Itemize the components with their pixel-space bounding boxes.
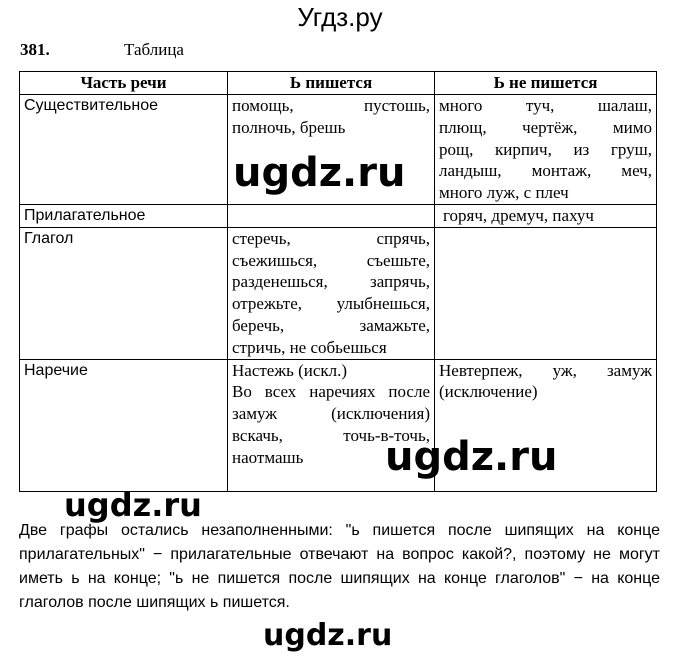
header-with-soft-sign: Ь пишется — [228, 72, 435, 95]
cell-line: Настежь (искл.) — [232, 360, 348, 380]
without-soft-sign-cell — [435, 204, 657, 227]
cell-line: вскачь, точь-в-точь, — [232, 425, 430, 445]
cell-line: наотмашь — [232, 447, 304, 467]
with-soft-sign-cell — [228, 204, 435, 227]
cell-line: много луж, с плеч — [439, 183, 569, 203]
cell-line: полночь, брешь — [232, 117, 346, 137]
cell-line: замуж (исключения) — [232, 404, 430, 424]
cell-line: съежишься, съешьте, — [232, 250, 430, 270]
spelling-table — [19, 71, 657, 492]
without-soft-sign-cell — [435, 227, 657, 359]
table-row — [20, 204, 657, 227]
table-row — [20, 227, 657, 359]
part-of-speech-cell: Существительное — [20, 95, 228, 205]
without-soft-sign-cell — [435, 95, 657, 205]
part-of-speech-cell: Глагол — [20, 227, 228, 359]
cell-line: рощ, кирпич, из груш, — [439, 139, 652, 159]
header-part-of-speech: Часть речи — [20, 72, 228, 95]
cell-line: ландыш, монтаж, меч, — [439, 161, 652, 181]
cell-line: стричь, не собьешься — [232, 337, 387, 357]
cell-line: стеречь, спрячь, — [232, 228, 430, 248]
cell-line: горяч, дремуч, пахуч — [443, 205, 594, 225]
cell-line: Невтерпеж, уж, замуж — [439, 360, 652, 380]
cell-line: много туч, шалаш, — [439, 96, 652, 115]
watermark: ugdz.ru — [385, 434, 558, 480]
watermark: ugdz.ru — [233, 150, 406, 196]
exercise-number: 381. — [20, 40, 50, 59]
cell-line: Во всех наречиях после — [232, 382, 430, 402]
part-of-speech-cell: Прилагательное — [20, 204, 228, 227]
table-row — [20, 359, 657, 491]
with-soft-sign-cell — [228, 227, 435, 359]
cell-line: отрежьте, улыбнешься, — [232, 294, 430, 314]
cell-line: беречь, замажьте, — [232, 315, 430, 335]
cell-line: помощь, пустошь, — [232, 96, 430, 115]
site-title: Угдз.ру — [297, 2, 383, 32]
cell-line: плющ, чертёж, мимо — [439, 117, 652, 137]
watermark: ugdz.ru — [263, 618, 393, 653]
cell-line: разденешься, запрячь, — [232, 272, 430, 292]
exercise-title: Таблица — [124, 40, 184, 59]
header-without-soft-sign: Ь не пишется — [435, 72, 657, 95]
conclusion-text: Две графы остались незаполненными: "ь пишется после шипящих на конце прилагательных" − прилагательные отвечают на вопрос какой?, поэтому не могут иметь ь на конце; "ь не пишется после шипящих на конце глаголов" − на конце глаголов после шипящих ь пишется. — [19, 522, 660, 611]
watermark: ugdz.ru — [64, 486, 202, 524]
part-of-speech-cell: Наречие — [20, 359, 228, 491]
cell-line: (исключение) — [439, 382, 538, 402]
table-header-row — [20, 72, 657, 95]
